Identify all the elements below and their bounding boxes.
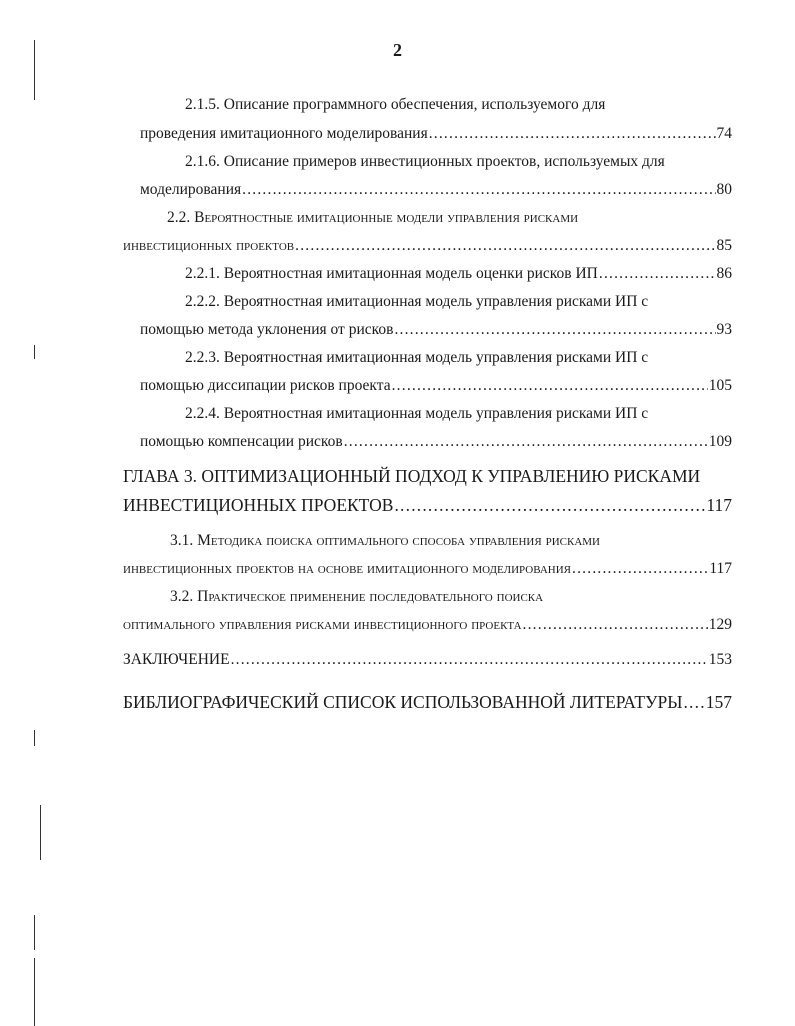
toc-page-number: 86 <box>716 265 732 282</box>
toc-page-number: 109 <box>708 433 732 450</box>
dot-leader <box>344 432 708 452</box>
scan-margin-marks <box>0 0 80 1026</box>
toc-entry-title: ИНВЕСТИЦИОННЫХ ПРОЕКТОВ <box>123 495 394 515</box>
page-number: 2 <box>393 40 402 60</box>
toc-entry-title: 2.1.6. Описание примеров инвестиционных проектов, используемых для <box>185 153 665 170</box>
toc-entry-title: ГЛАВА 3. ОПТИМИЗАЦИОННЫЙ ПОДХОД К УПРАВЛЕНИЮ РИСКАМИ <box>123 466 701 486</box>
toc-entry-title: проведения имитационного моделирования <box>140 125 428 142</box>
toc-entry-2-1-6-line2[interactable] <box>140 180 732 200</box>
toc-entry-2-1-5-line2[interactable] <box>140 124 732 144</box>
toc-entry-bibliography[interactable] <box>123 692 732 712</box>
toc-page-number: 117 <box>709 560 732 577</box>
toc-entry-title: БИБЛИОГРАФИЧЕСКИЙ СПИСОК ИСПОЛЬЗОВАННОЙ ЛИТЕРАТУРЫ <box>123 692 683 712</box>
toc-entry-chapter-3-line2[interactable] <box>123 495 732 515</box>
dot-leader <box>683 692 704 712</box>
toc-page-number: 85 <box>716 237 732 254</box>
dot-leader <box>394 320 715 340</box>
toc-page-number: 157 <box>705 692 732 712</box>
toc-entry-3-1-line1[interactable] <box>170 531 600 551</box>
dot-leader <box>523 615 708 635</box>
toc-page-number: 93 <box>716 321 732 338</box>
toc-entry-2-2-3-line2[interactable] <box>140 376 732 396</box>
toc-page-number: 80 <box>716 181 732 198</box>
toc-entry-title: 2.2.3. Вероятностная имитационная модель управления рисками ИП с <box>185 349 649 366</box>
toc-page-number: 153 <box>708 651 732 668</box>
toc-entry-title: 3.2. Практическое применение последовательного поиска <box>170 588 544 605</box>
toc-entry-2-2-1[interactable] <box>185 264 732 284</box>
toc-entry-title: инвестиционных проектов на основе имитационного моделирования <box>123 560 572 577</box>
dot-leader <box>429 124 716 144</box>
toc-page-number: 129 <box>708 616 732 633</box>
toc-entry-title: инвестиционных проектов <box>123 237 295 254</box>
toc-entry-title: помощью диссипации рисков проекта <box>140 377 391 394</box>
toc-entry-title: оптимального управления рисками инвестиционного проекта <box>123 616 522 633</box>
toc-entry-title: помощью метода уклонения от рисков <box>140 321 394 338</box>
dot-leader <box>242 180 715 200</box>
toc-entry-2-2-4-line1[interactable] <box>185 404 648 424</box>
dot-leader <box>295 236 715 256</box>
toc-entry-2-1-5-line1[interactable] <box>185 95 605 115</box>
toc-entry-2-1-6-line1[interactable] <box>185 152 665 172</box>
toc-entry-2-2-4-line2[interactable] <box>140 432 732 452</box>
toc-entry-title: ЗАКЛЮЧЕНИЕ <box>123 651 230 668</box>
toc-entry-2-2-2-line2[interactable] <box>140 320 732 340</box>
toc-entry-3-2-line2[interactable] <box>123 615 732 635</box>
dot-leader <box>231 650 708 670</box>
toc-entry-title: 2.2.4. Вероятностная имитационная модель управления рисками ИП с <box>185 405 649 422</box>
dot-leader <box>394 495 705 515</box>
toc-page-number: 105 <box>708 377 732 394</box>
dot-leader <box>599 264 716 284</box>
dot-leader <box>572 559 708 579</box>
toc-entry-2-2-line2[interactable] <box>123 236 732 256</box>
toc-entry-3-2-line1[interactable] <box>170 587 543 607</box>
toc-entry-3-1-line2[interactable] <box>123 559 732 579</box>
toc-entry-2-2-3-line1[interactable] <box>185 348 648 368</box>
toc-page-number: 117 <box>706 495 732 515</box>
toc-entry-chapter-3-line1[interactable] <box>123 466 700 486</box>
toc-entry-title: 3.1. Методика поиска оптимального способа управления рисками <box>170 532 600 549</box>
toc-entry-title: 2.1.5. Описание программного обеспечения, используемого для <box>185 96 606 113</box>
toc-entry-title: моделирования <box>140 181 242 198</box>
toc-entry-title: 2.2.2. Вероятностная имитационная модель управления рисками ИП с <box>185 293 649 310</box>
toc-entry-2-2-2-line1[interactable] <box>185 292 648 312</box>
toc-page-number: 74 <box>716 125 732 142</box>
toc-entry-title: 2.2. Вероятностные имитационные модели управления рисками <box>167 209 579 226</box>
toc-entry-title: помощью компенсации рисков <box>140 433 343 450</box>
toc-entry-2-2-line1[interactable] <box>167 208 578 228</box>
toc-entry-conclusion[interactable] <box>123 650 732 670</box>
toc-entry-title: 2.2.1. Вероятностная имитационная модель оценки рисков ИП <box>185 265 598 282</box>
dot-leader <box>392 376 708 396</box>
